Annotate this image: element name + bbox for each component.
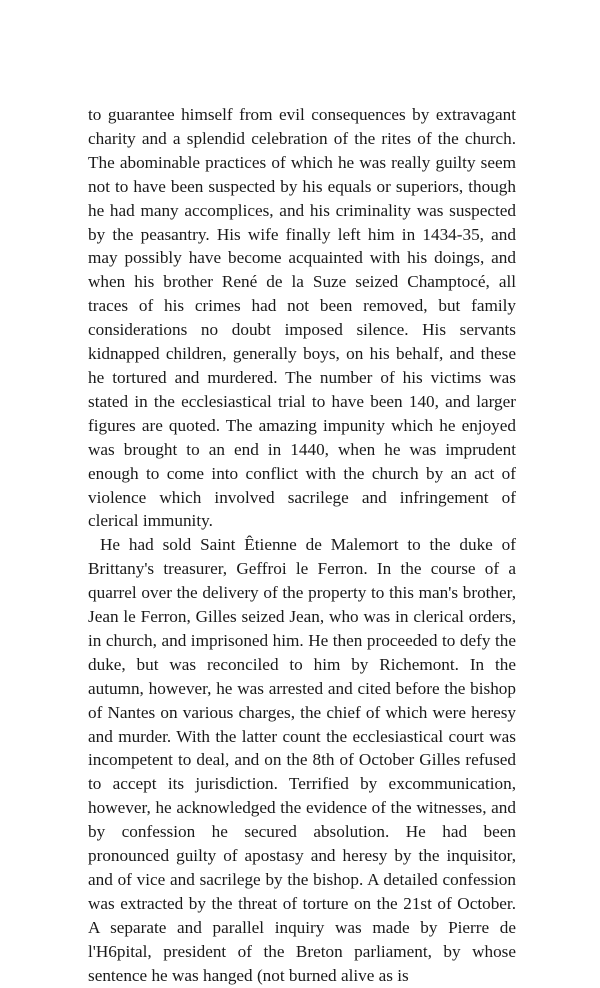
paragraph-1: to guarantee himself from evil consequences by extravagant charity and a splendid celebration of the rites of the church. The abominable practices of which he was really guilty seem not to have been suspected by his equals or superiors, though he had many accomplices, and his criminality was suspected by the peasantry. His wife finally left him in 1434-35, and may possibly have become acquainted with his doings, and when his brother René de la Suze seized Champtocé, all traces of his crimes had not been removed, but family considerations no doubt imposed silence. His servants kidnapped children, generally boys, on his behalf, and these he tortured and murdered. The number of his victims was stated in the ecclesiastical trial to have been 140, and larger figures are quoted. The amazing impunity which he enjoyed was brought to an end in 1440, when he was imprudent enough to come into conflict with the church by an act of violence which involved sacrilege and infringement of clerical immunity. <box>88 105 516 531</box>
paragraph-2: He had sold Saint Êtienne de Malemort to the duke of Brittany's treasurer, Geffroi le Ferron. In the course of a quarrel over the delivery of the property to this man's brother, Jean le Ferron, Gilles seized Jean, who was in clerical orders, in church, and imprisoned him. He then proceeded to defy the duke, but was reconciled to him by Richemont. In the autumn, however, he was arrested and cited before the bishop of Nantes on various charges, the chief of which were heresy and murder. With the latter count the ecclesiastical court was incompetent to deal, and on the 8th of October Gilles refused to accept its jurisdiction. Terrified by excommunication, however, he acknowledged the evidence of the witnesses, and by confession he secured absolution. He had been pronounced guilty of apostasy and heresy by the inquisitor, and of vice and sacrilege by the bishop. A detailed confession was extracted by the threat of torture on the 21st of October. A separate and parallel inquiry was made by Pierre de l'H6pital, president of the Breton parliament, by whose sentence he was hanged (not burned alive as is <box>88 535 516 985</box>
page-body <box>88 103 516 988</box>
